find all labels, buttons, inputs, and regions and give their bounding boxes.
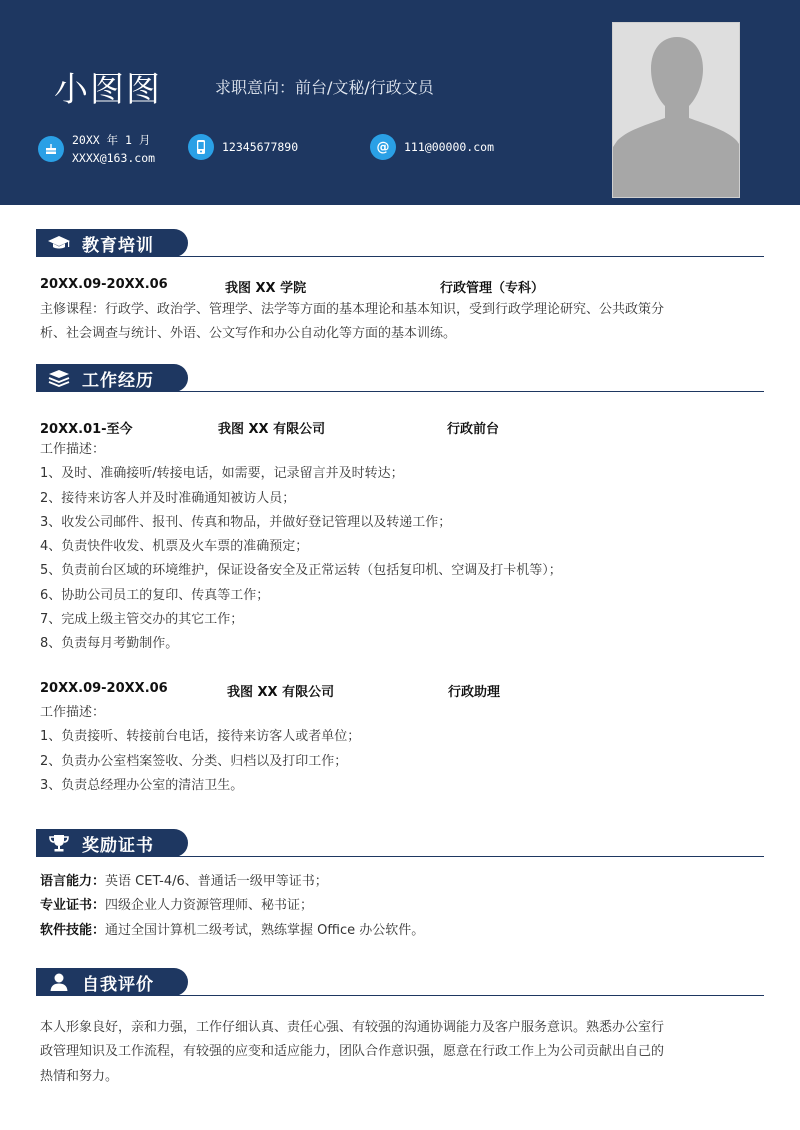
resume-header bbox=[0, 0, 800, 205]
job-company: 我图 XX 有限公司 bbox=[218, 422, 326, 437]
education-school: 我图 XX 学院 bbox=[225, 281, 307, 296]
award-item bbox=[40, 894, 760, 918]
contact-email bbox=[370, 134, 494, 160]
text-line: 工作描述： bbox=[40, 705, 106, 720]
education-major: 行政管理（专科） bbox=[440, 281, 545, 296]
contact-phone bbox=[188, 134, 298, 160]
section-header-self-evaluation bbox=[36, 968, 188, 996]
profile-photo-placeholder bbox=[612, 22, 740, 198]
text-line: 本人形象良好，亲和力强，工作仔细认真、责任心强、有较强的沟通协调能力及客户服务意识。熟悉办公室行 bbox=[40, 1020, 665, 1035]
candidate-name: 小图图 bbox=[54, 70, 162, 110]
section-title: 教育培训 bbox=[82, 235, 154, 256]
birthday-icon bbox=[38, 136, 64, 162]
contact-birthday bbox=[38, 131, 155, 167]
text-line: 4、负责快件收发、机票及火车票的准确预定； bbox=[40, 539, 309, 555]
text-line: 工作描述： bbox=[40, 442, 106, 457]
person-icon bbox=[46, 969, 72, 995]
award-value: 四级企业人力资源管理师、秘书证； bbox=[105, 898, 314, 914]
job-date: 20XX.01-至今 bbox=[40, 422, 133, 437]
section-divider bbox=[36, 256, 764, 257]
section-header-work bbox=[36, 364, 188, 392]
text-line: 1、及时、准确接听/转接电话，如需要，记录留言并及时转达； bbox=[40, 466, 404, 482]
job-date: 20XX.09-20XX.06 bbox=[40, 681, 168, 696]
section-title: 奖励证书 bbox=[82, 835, 154, 856]
education-date: 20XX.09-20XX.06 bbox=[40, 277, 168, 292]
job-description bbox=[40, 701, 760, 798]
text-line: 5、负责前台区域的环境维护，保证设备安全及正常运转（包括复印机、空调及打卡机等）； bbox=[40, 563, 562, 579]
section-divider bbox=[36, 856, 764, 857]
email-icon: @ bbox=[370, 134, 396, 160]
text-line: 主修课程：行政学、政治学、管理学、法学等方面的基本理论和基本知识，受到行政学理论研究、公共政策分 bbox=[40, 302, 665, 317]
job-description bbox=[40, 438, 760, 657]
text-line: 2、负责办公室档案签收、分类、归档以及打印工作； bbox=[40, 753, 348, 769]
text-line: 3、收发公司邮件、报刊、传真和物品，并做好登记管理以及转递工作； bbox=[40, 514, 452, 530]
education-description bbox=[40, 298, 760, 347]
section-header-awards bbox=[36, 829, 188, 857]
award-key: 语言能力： bbox=[40, 874, 106, 889]
award-item bbox=[40, 870, 760, 894]
award-value: 英语 CET-4/6、普通话一级甲等证书； bbox=[105, 874, 328, 889]
birth-date: 20XX 年 1 月 bbox=[72, 133, 151, 147]
job-title: 行政助理 bbox=[448, 685, 501, 700]
section-divider bbox=[36, 391, 764, 392]
text-line: 6、协助公司员工的复印、传真等工作； bbox=[40, 587, 270, 603]
text-line: 3、负责总经理办公室的清洁卫生。 bbox=[40, 777, 244, 793]
phone-number: 12345677890 bbox=[222, 140, 299, 154]
text-line: 2、接待来访客人并及时准确通知被访人员； bbox=[40, 490, 296, 506]
job-title: 行政前台 bbox=[447, 422, 500, 437]
awards-list bbox=[40, 870, 760, 943]
text-line: 政管理知识及工作流程，有较强的应变和适应能力，团队合作意识强，愿意在行政工作上为公司贡献出自己的 bbox=[40, 1044, 665, 1060]
job-intent: 求职意向：前台/文秘/行政文员 bbox=[215, 78, 434, 97]
phone-icon bbox=[188, 134, 214, 160]
section-title: 工作经历 bbox=[82, 370, 154, 391]
trophy-icon bbox=[46, 830, 72, 856]
text-line: 1、负责接听、转接前台电话，接待来访客人或者单位； bbox=[40, 729, 361, 745]
section-divider bbox=[36, 995, 764, 996]
avatar-silhouette-icon bbox=[613, 23, 740, 198]
stack-icon bbox=[46, 365, 72, 391]
section-title: 自我评价 bbox=[82, 974, 154, 995]
text-line: 析、社会调查与统计、外语、公文写作和办公自动化等方面的基本训练。 bbox=[40, 326, 457, 342]
graduation-cap-icon bbox=[46, 230, 72, 256]
email-163: XXXX@163.com bbox=[72, 151, 156, 165]
award-key: 专业证书： bbox=[40, 898, 106, 914]
award-item bbox=[40, 919, 760, 943]
email-address: 111@00000.com bbox=[404, 140, 495, 154]
text-line: 热情和努力。 bbox=[40, 1068, 119, 1084]
text-line: 7、完成上级主管交办的其它工作； bbox=[40, 612, 244, 628]
text-line: 8、负责每月考勤制作。 bbox=[40, 636, 179, 652]
section-header-education bbox=[36, 229, 188, 257]
job-company: 我图 XX 有限公司 bbox=[227, 685, 335, 700]
self-evaluation-text bbox=[40, 1016, 760, 1089]
award-value: 通过全国计算机二级考试，熟练掌握 Office 办公软件。 bbox=[105, 922, 425, 938]
award-key: 软件技能： bbox=[40, 922, 106, 938]
